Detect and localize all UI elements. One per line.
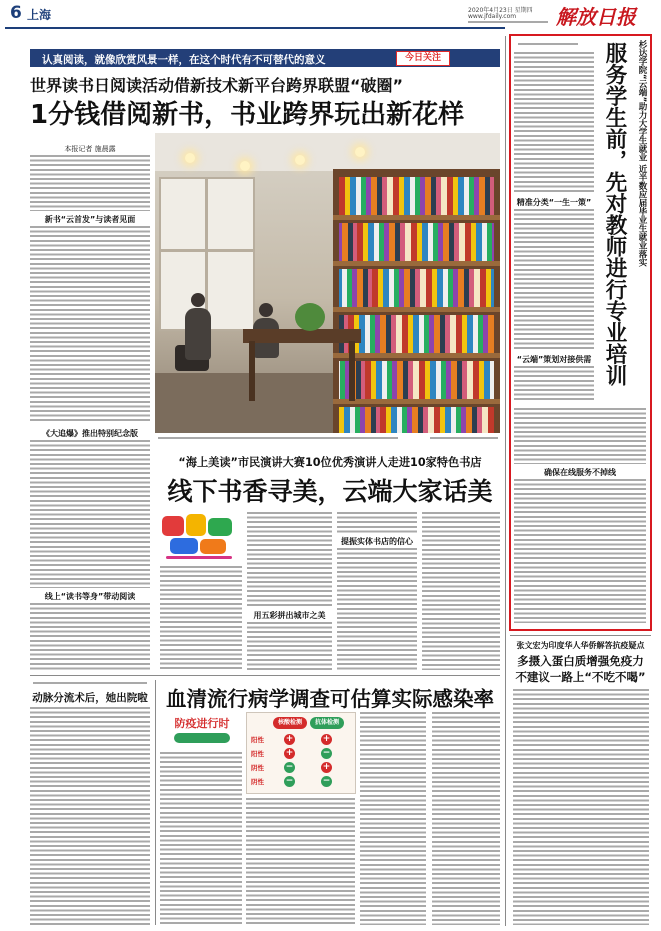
table-leg [349,341,355,401]
photo-ceiling [155,133,500,171]
banner-quote: 认真阅读，就像欣赏风景一样，在这个时代有不可替代的意义 [42,54,326,66]
shelf-board [333,215,500,220]
page-number: 6 [10,3,22,23]
book-row [339,269,494,307]
surgery-kicker [33,682,147,686]
sanda-subhead: “云端”策划对接供需 [516,355,592,364]
reader-person [259,303,273,317]
body-text [514,366,594,402]
antibody-test-label: 抗体检测 [310,717,344,729]
badge-title: 防疫进行时 [174,717,230,730]
reading-table [243,329,361,343]
ceiling-light [355,147,365,157]
ceiling-light [240,161,250,171]
health-kicker: 张文宏为印度华人华侨解答抗疫疑点 [516,641,645,650]
epidemic-badge [162,713,242,749]
body-text [247,622,332,670]
bookshelf [333,169,500,433]
plus-circle-icon: + [322,734,331,744]
window-frame [205,179,208,329]
plant [295,303,325,331]
ceiling-light [295,155,305,165]
lead-subhead: 新书“云首发”与读者见面 [44,215,136,224]
test-infographic [246,712,356,794]
body-text [514,408,646,464]
website[interactable]: www.jfdaily.com [468,13,517,20]
reading-subhead: 用五彩拼出城市之美 [253,611,326,620]
body-text [247,512,332,607]
minus-circle-icon: − [285,776,294,786]
health-headline-line: 多摄入蛋白质增强免疫力 [517,654,644,668]
contest-logo [160,512,240,562]
reading-subhead: 提振实体书店的信心 [341,537,413,546]
body-text [337,512,417,533]
reader-person [185,308,211,360]
sanda-byline [518,43,578,47]
plus-circle-icon: + [285,748,294,758]
section-divider [30,675,500,676]
minus-circle-icon: − [285,762,294,772]
masthead-logo: 解放日报 [556,5,636,29]
section-divider [510,635,651,636]
window-frame [161,249,253,252]
sanda-kicker: 杉达学院“云端”助力大学生就业 近半数应届毕业生就业落实 [637,40,647,267]
reading-kicker: “海上美读”市民演讲大赛10位优秀演讲人走进10家特色书店 [178,456,482,469]
header-meta-text [468,21,548,25]
book-row [339,407,494,433]
body-text [422,512,500,670]
book-row [339,361,494,399]
photo-credit [430,437,498,441]
section-name: 上海 [27,8,52,22]
health-headline-line: 不建议一路上“不吃不喝” [515,670,646,684]
sanda-subhead: 精准分类“一生一策” [516,198,592,207]
logo-block [162,516,184,536]
logo-stroke [166,556,232,559]
body-text [30,226,150,424]
body-text [30,603,150,670]
lead-subhead: 线上“读书等身”带动阅读 [44,592,136,601]
lead-byline: 本报记者 施晨露 [64,145,116,153]
body-text [30,440,150,588]
body-text [432,712,500,925]
book-row [339,223,494,261]
body-text [514,52,594,194]
body-text [160,752,242,925]
body-text [30,707,150,925]
lead-headline: 1分钱借阅新书，书业跨界玩出新花样 [30,100,465,130]
lead-subhead: 《大追爆》推出特别纪念版 [42,429,138,438]
shelf-board [333,307,500,312]
sanda-subhead: 确保在线服务不掉线 [544,468,616,477]
body-text [514,479,646,623]
body-text [30,155,150,211]
shelf-board [333,261,500,266]
ceiling-light [185,153,195,163]
table-leg [249,341,255,401]
shelf-board [333,353,500,358]
logo-block [186,514,206,536]
lead-kicker: 世界读书日阅读活动借新技术新平台跨界联盟“破圈” [30,76,404,95]
result-label: 阳性 [251,736,264,744]
logo-block [170,538,198,554]
body-text [337,548,417,670]
serology-headline: 血清流行病学调查可估算实际感染率 [166,687,494,711]
badge-strip [174,733,230,743]
result-label: 阴性 [251,764,264,772]
body-text [513,689,649,925]
header-rule [5,27,505,29]
plus-circle-icon: + [285,734,294,744]
reader-person [191,293,205,307]
sanda-headline: 服务学生前，先对教师进行专业培训 [602,42,627,386]
today-focus-tag[interactable]: 今日关注 [396,51,450,66]
minus-circle-icon: − [322,776,331,786]
issue-date: 2020年4月23日 星期四 [468,7,533,14]
plus-circle-icon: + [322,762,331,772]
body-text [514,209,594,351]
photo-window [159,177,255,331]
shelf-board [333,399,500,404]
logo-block [208,518,232,536]
book-row [339,177,494,215]
column-divider [505,36,506,926]
body-text [360,712,426,925]
result-label: 阴性 [251,778,264,786]
body-text [160,566,242,670]
surgery-headline: 动脉分流术后，她出院啦 [32,692,148,704]
result-label: 阳性 [251,750,264,758]
bookstore-photo[interactable] [155,133,500,433]
reading-headline: 线下书香寻美，云端大家话美 [167,477,493,506]
book-row [339,315,494,353]
daily-quote-banner [30,49,500,67]
nucleic-test-label: 核酸检测 [273,717,307,729]
logo-block [200,539,226,554]
photo-caption [158,437,398,441]
minus-circle-icon: − [322,748,331,758]
column-divider [155,680,156,925]
body-text [246,798,355,925]
